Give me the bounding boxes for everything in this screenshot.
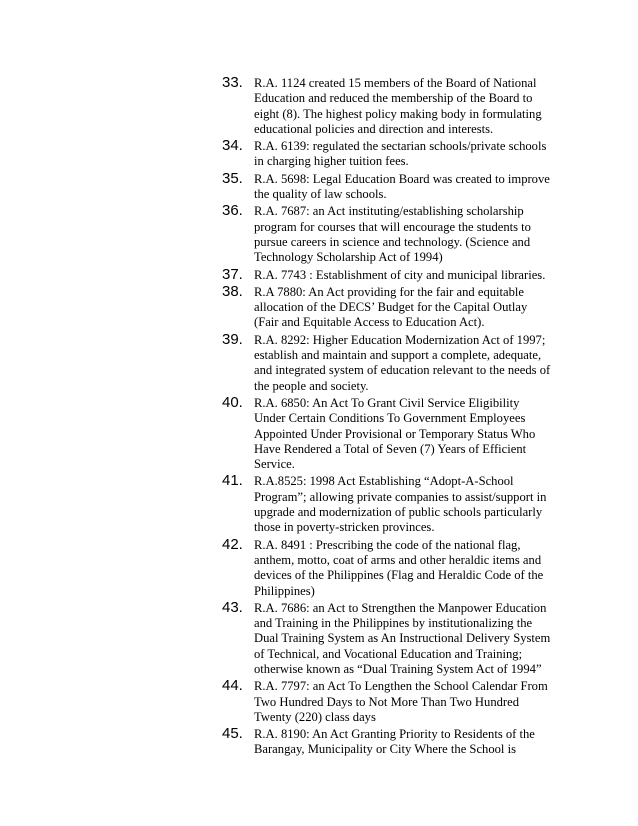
item-number: 35. <box>222 169 243 187</box>
list-item <box>222 74 552 137</box>
list-item <box>222 394 552 472</box>
item-text: R.A. 7686: an Act to Strengthen the Manpower Education and Training in the Philippines by institutionalizing the Dual Training System as An Instructional Delivery System of Technical, and Vocational Education and Training; otherwise known as “Dual Training System Act of 1994” <box>254 600 551 676</box>
item-number: 44. <box>222 677 243 695</box>
list-item <box>222 472 552 535</box>
item-number: 36. <box>222 202 243 220</box>
list-item <box>222 202 552 265</box>
item-text: R.A. 6139: regulated the sectarian schools/private schools in charging higher tuition fees. <box>254 139 547 169</box>
list-item <box>222 170 552 203</box>
item-number: 40. <box>222 393 243 411</box>
item-text: R.A. 1124 created 15 members of the Board of National Education and reduced the membership of the Board to eight (8). The highest policy making body in formulating educational policies and direction and interests. <box>254 76 542 136</box>
item-number: 41. <box>222 472 243 490</box>
item-text: R.A. 7687: an Act instituting/establishing scholarship program for courses that will encourage the students to pursue careers in science and technology. (Science and Technology Scholarship Act of 1994) <box>254 204 531 265</box>
list-item <box>222 599 552 677</box>
item-text: R.A. 7797: an Act To Lengthen the School Calendar From Two Hundred Days to Not More Than Two Hundred Twenty (220) class days <box>254 679 548 724</box>
item-number: 33. <box>222 74 243 91</box>
list-item <box>222 331 552 394</box>
item-text: R.A 7880: An Act providing for the fair and equitable allocation of the DECS’ Budget for the Capital Outlay (Fair and Equitable Access to Education Act). <box>254 284 528 330</box>
item-number: 42. <box>222 535 243 553</box>
item-number: 39. <box>222 330 243 348</box>
item-text: R.A. 8292: Higher Education Modernization Act of 1997; establish and maintain and support a complete, adequate, and integrated system of education relevant to the needs of the people and society. <box>254 332 551 393</box>
list-item <box>222 536 552 599</box>
item-number: 37. <box>222 265 243 283</box>
list-item <box>222 137 552 170</box>
item-text: R.A.8525: 1998 Act Establishing “Adopt-A-School Program”; allowing private companies to assist/support in upgrade and modernization of public schools particularly those in poverty-stricken provinces. <box>254 474 547 535</box>
list-item <box>222 677 552 725</box>
item-text: R.A. 7743 : Establishment of city and municipal libraries. <box>254 267 546 282</box>
item-text: R.A. 5698: Legal Education Board was created to improve the quality of law schools. <box>254 171 550 202</box>
item-number: 34. <box>222 137 243 155</box>
item-number: 38. <box>222 282 243 300</box>
item-text: R.A. 8491 : Prescribing the code of the national flag, anthem, motto, coat of arms and other heraldic items and devices of the Philippines (Flag and Heraldic Code of the Philippines) <box>254 537 544 598</box>
item-text: R.A. 8190: An Act Granting Priority to Residents of the Barangay, Municipality or City Where the School is <box>254 727 535 757</box>
list-item <box>222 266 552 283</box>
list-item <box>222 725 552 758</box>
republic-acts-list <box>222 74 552 758</box>
list-item <box>222 283 552 331</box>
item-number: 45. <box>222 725 243 743</box>
item-text: R.A. 6850: An Act To Grant Civil Service Eligibility Under Certain Conditions To Government Employees Appointed Under Provisional or Temporary Status Who Have Rendered a Total of Seven (7) Years of Efficient Service. <box>254 395 536 472</box>
item-number: 43. <box>222 598 243 616</box>
